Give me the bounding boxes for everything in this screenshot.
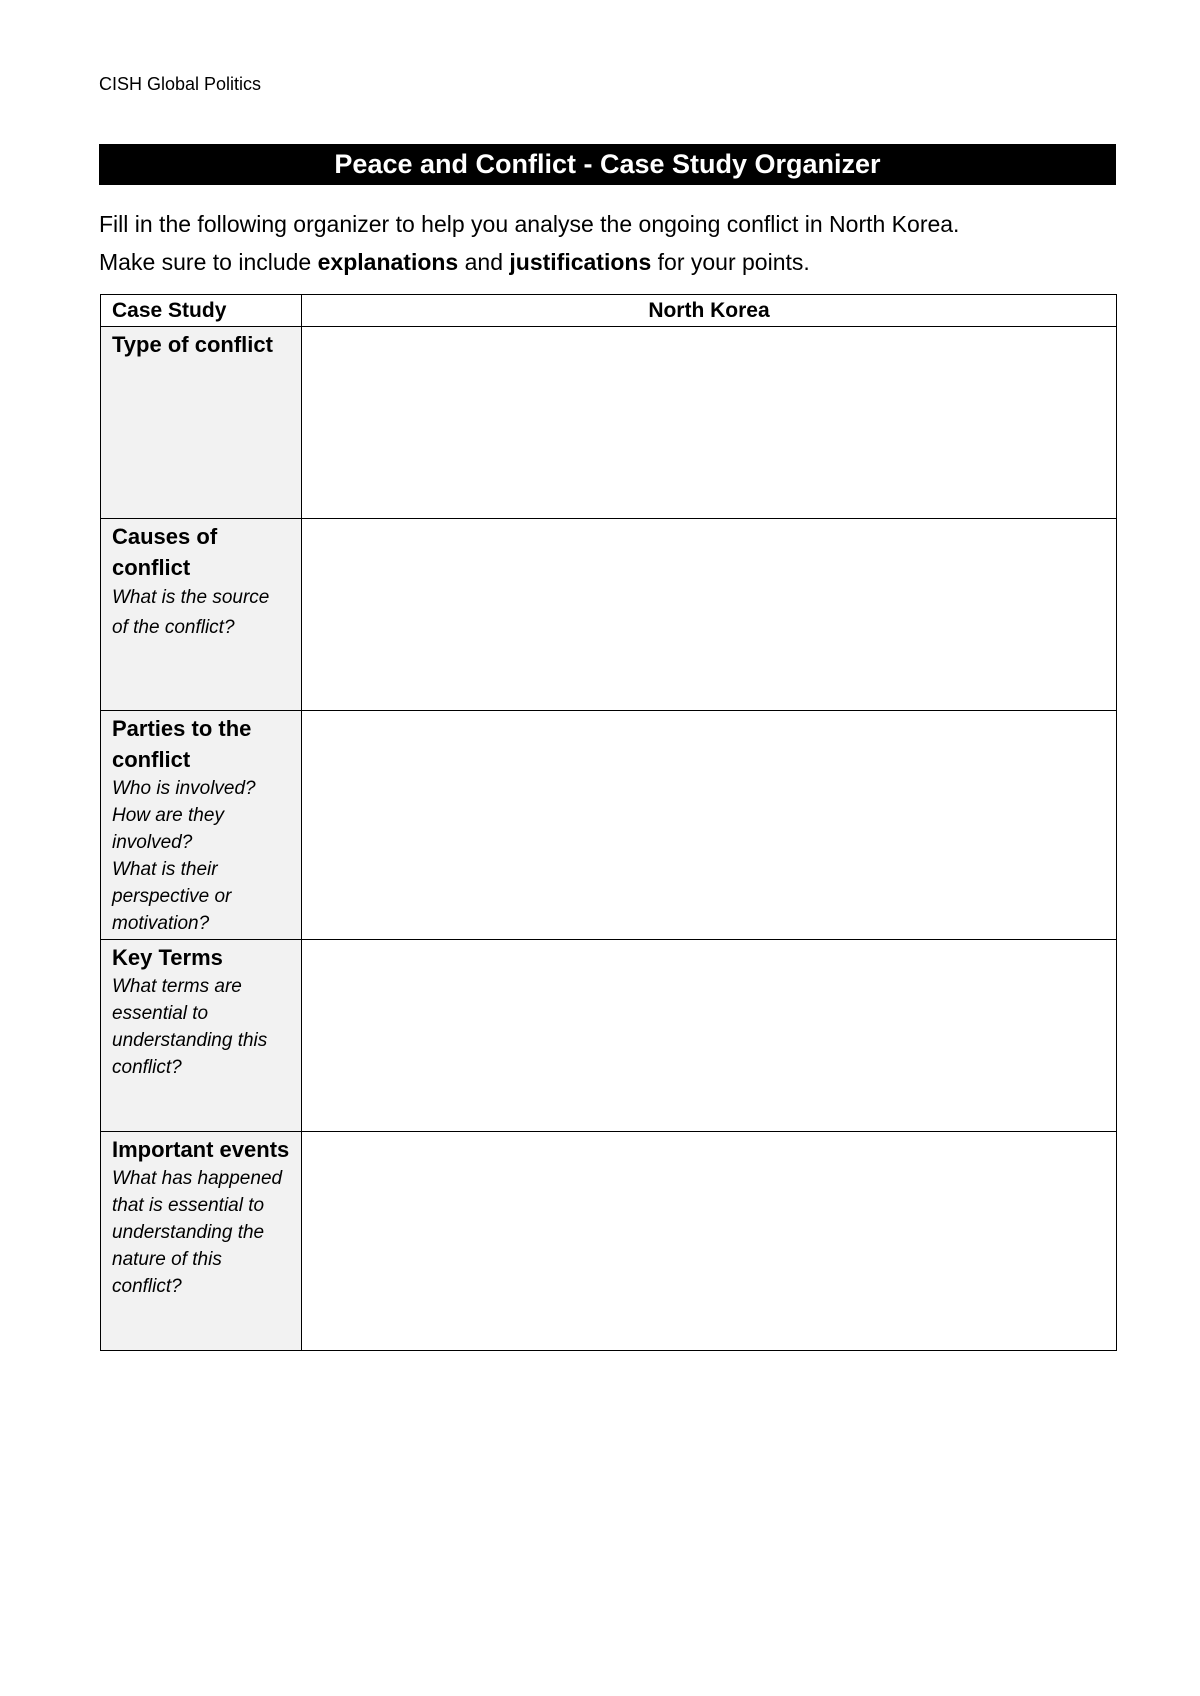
answer-cell-important-events[interactable] (302, 1132, 1117, 1351)
row-prompt: What terms are essential to understanding this conflict? (112, 976, 268, 1078)
row-title: Key Terms (112, 945, 223, 970)
page-header-course: CISH Global Politics (99, 74, 262, 94)
row-label-cell (101, 711, 302, 940)
instructions-emphasis-justifications: justifications (509, 249, 652, 275)
row-label-cell (101, 1132, 302, 1351)
row-title: Important events (112, 1137, 290, 1162)
table-row-type-of-conflict (101, 327, 1117, 519)
page-title: Peace and Conflict - Case Study Organizer (99, 144, 1116, 185)
row-label-cell (101, 940, 302, 1132)
table-row-key-terms (101, 940, 1117, 1132)
instructions-emphasis-explanations: explanations (317, 249, 459, 275)
row-prompt: What has happened that is essential to understanding the nature of this conflict? (112, 1168, 283, 1297)
column-header-case-study: Case Study (101, 295, 302, 327)
instructions (99, 205, 1159, 281)
instructions-line-2 (99, 243, 1159, 281)
row-prompt: How are they involved? (112, 805, 224, 853)
row-label-cell (101, 327, 302, 519)
row-prompt: Who is involved? (112, 778, 256, 799)
instructions-line-2-mid: and (458, 249, 510, 275)
answer-cell-type-of-conflict[interactable] (302, 327, 1117, 519)
column-header-north-korea: North Korea (302, 295, 1117, 327)
row-title: Causes of conflict (112, 524, 218, 580)
answer-cell-key-terms[interactable] (302, 940, 1117, 1132)
instructions-line-2-suffix: for your points. (651, 249, 810, 275)
instructions-line-2-prefix: Make sure to include (99, 249, 318, 275)
instructions-line-1: Fill in the following organizer to help you analyse the ongoing conflict in North Korea. (99, 211, 960, 237)
table-row-parties-to-the-conflict (101, 711, 1117, 940)
answer-cell-parties-to-the-conflict[interactable] (302, 711, 1117, 940)
table-header-row (101, 295, 1117, 327)
table-row-important-events (101, 1132, 1117, 1351)
row-prompt: What is their perspective or motivation? (112, 859, 232, 934)
row-prompt: What is the source of the conflict? (112, 587, 270, 638)
answer-cell-causes-of-conflict[interactable] (302, 519, 1117, 711)
row-label-cell (101, 519, 302, 711)
row-title: Parties to the conflict (112, 716, 252, 772)
table-row-causes-of-conflict (101, 519, 1117, 711)
row-title: Type of conflict (112, 332, 273, 357)
case-study-table (100, 294, 1117, 1351)
